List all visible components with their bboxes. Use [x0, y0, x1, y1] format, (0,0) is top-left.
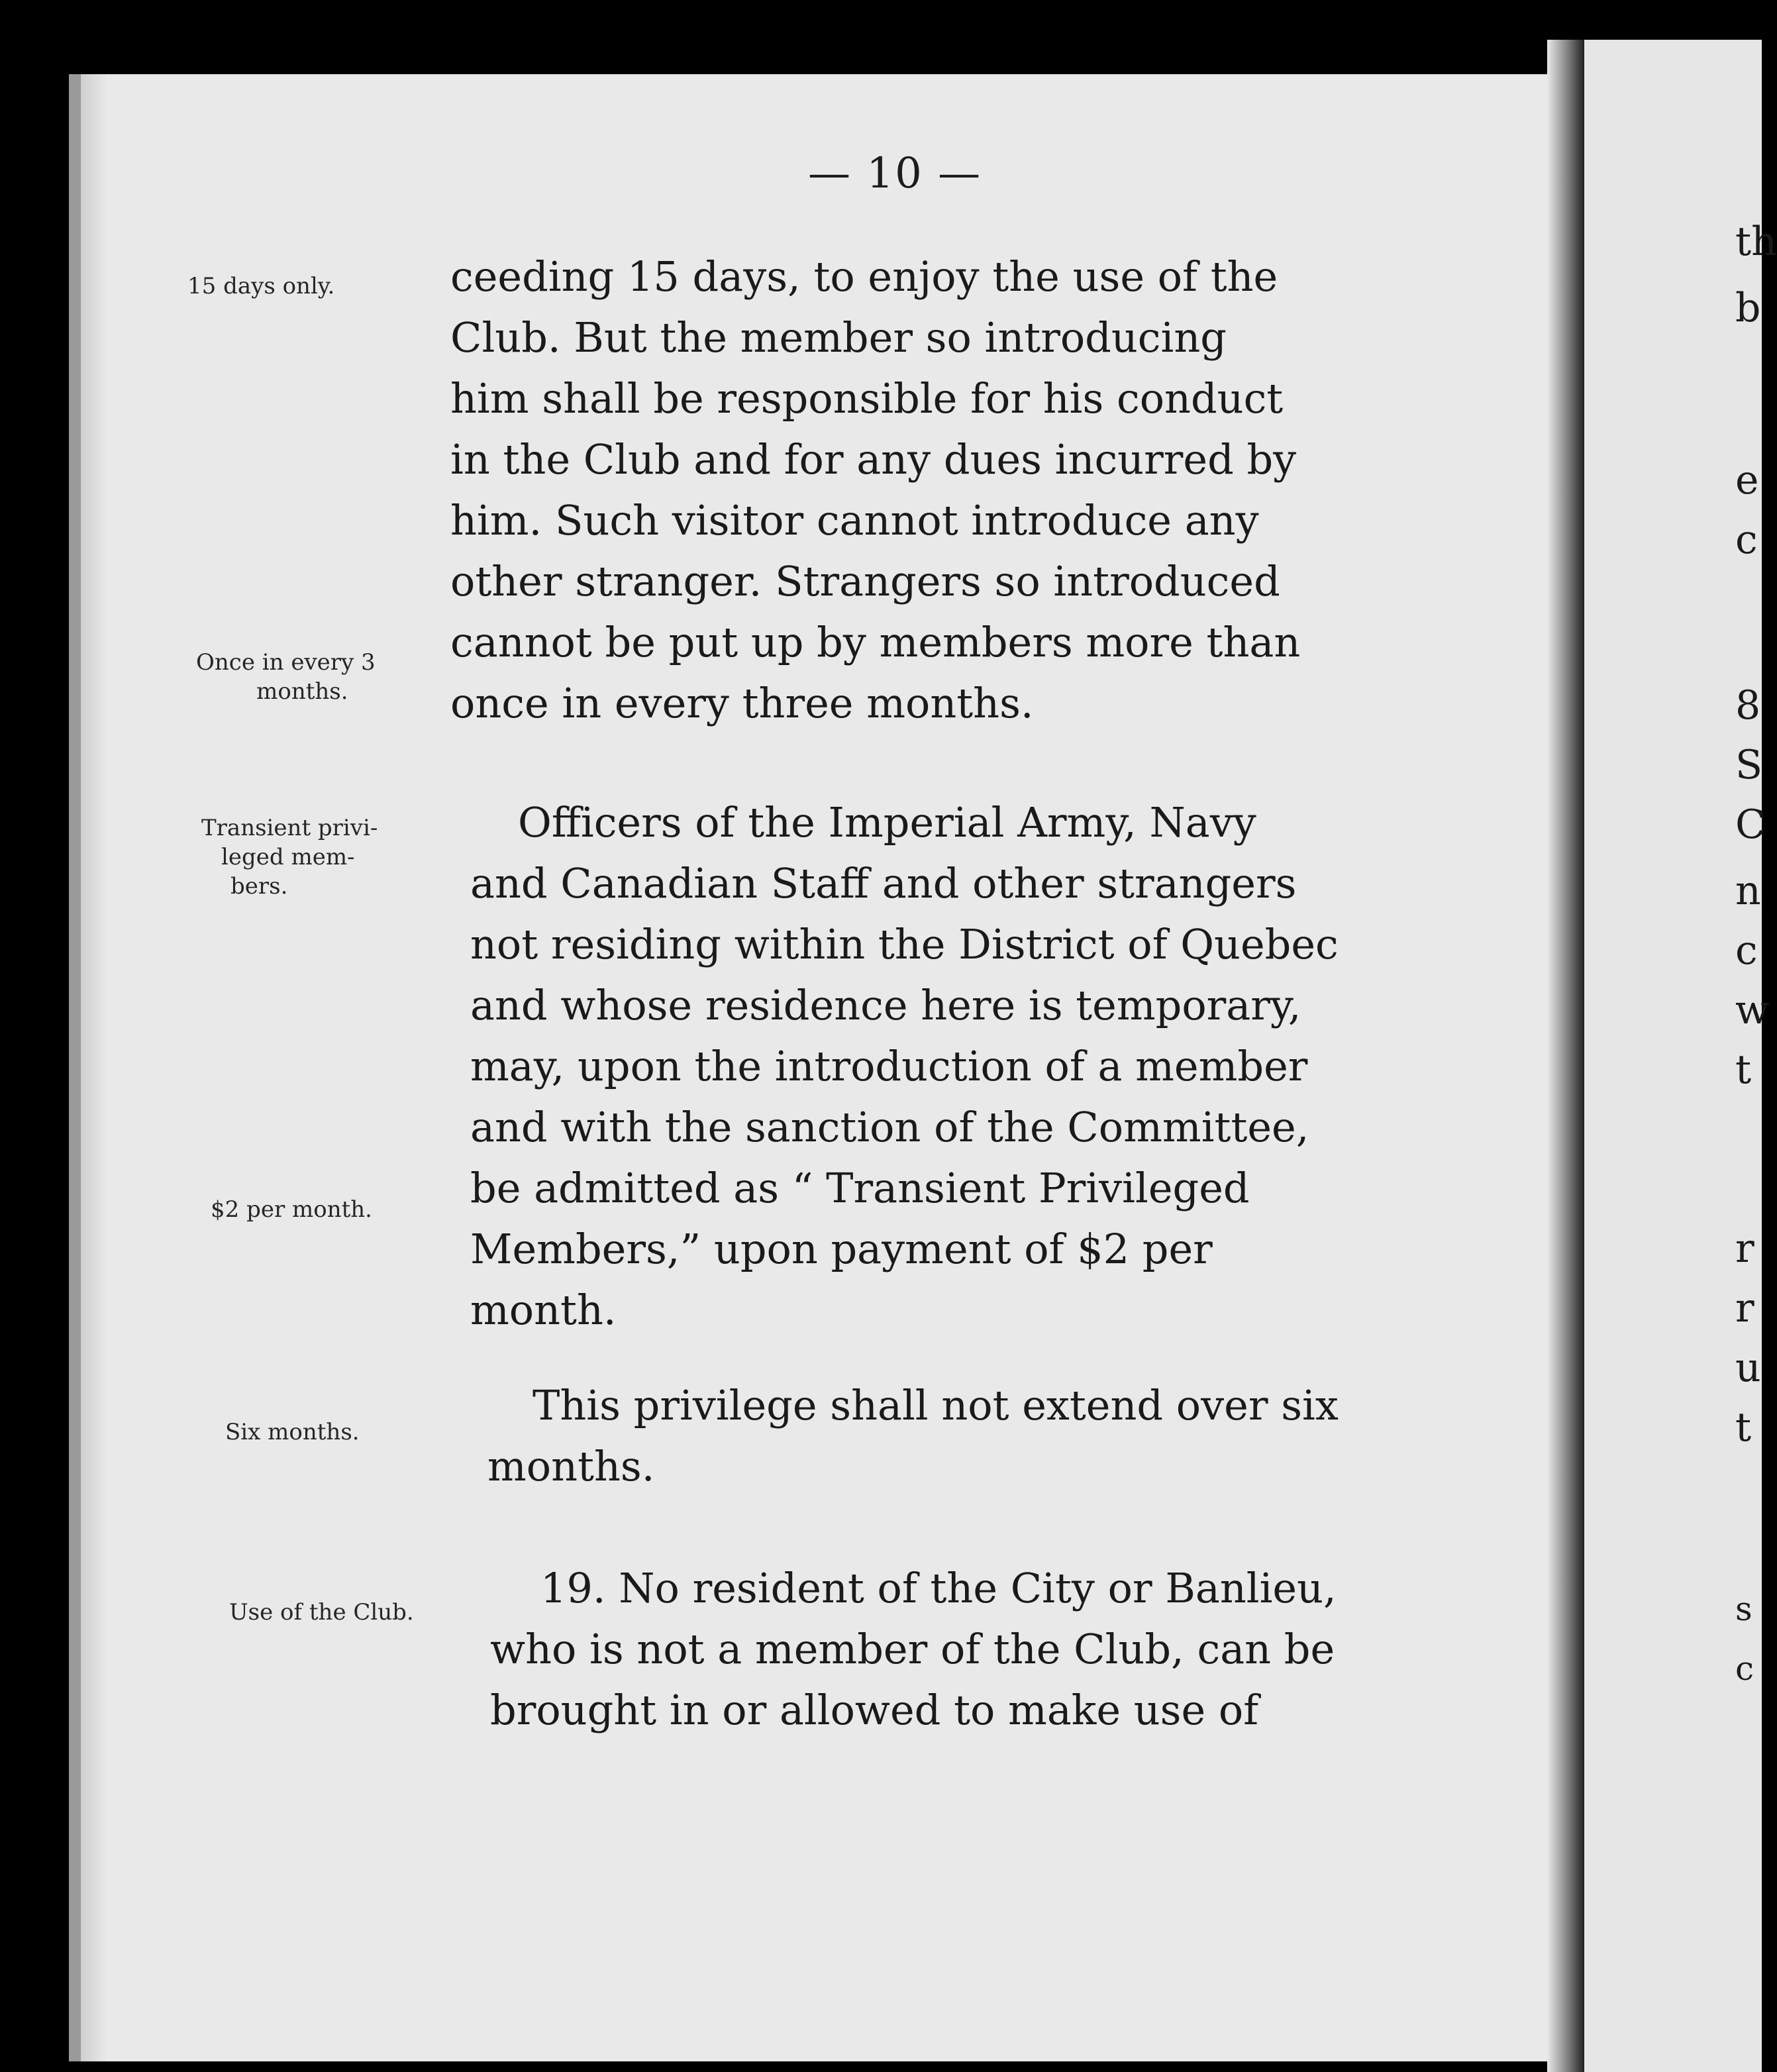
right-page-fragment: S — [1735, 742, 1763, 788]
right-page-fragment: n — [1735, 868, 1761, 914]
margin-note-line: Once in every 3 — [196, 649, 376, 676]
text-line: 19. No resident of the City or Banlieu, — [540, 1564, 1337, 1612]
right-page-fragment: s — [1735, 1590, 1752, 1628]
right-page-fragment: C — [1735, 802, 1766, 848]
text-line: ceeding 15 days, to enjoy the use of the — [450, 252, 1278, 301]
text-line: month. — [470, 1286, 617, 1334]
margin-note-line: leged mem- — [221, 844, 355, 870]
text-line: be admitted as “ Transient Privileged — [470, 1164, 1250, 1212]
right-page-fragment: c — [1735, 1649, 1754, 1688]
text-line: Members,” upon payment of $2 per — [470, 1225, 1213, 1273]
paragraph-rule-19 — [490, 1558, 1337, 1741]
right-page-fragment: u — [1735, 1345, 1761, 1391]
text-line: brought in or allowed to make use of — [490, 1686, 1259, 1734]
right-page-fragment: c — [1735, 517, 1758, 563]
right-page-fragment: t — [1735, 1047, 1752, 1093]
paragraph-visitors — [450, 246, 1300, 734]
right-page-fragment: r — [1735, 1285, 1754, 1331]
page-number: — 10 — — [808, 149, 982, 198]
text-line: This privilege shall not extend over six — [533, 1381, 1339, 1429]
text-line: Officers of the Imperial Army, Navy — [518, 798, 1256, 847]
text-line: months. — [487, 1442, 655, 1490]
text-line: and whose residence here is temporary, — [470, 981, 1301, 1029]
text-line: and Canadian Staff and other strangers — [470, 859, 1297, 907]
right-page-fragment: 8 — [1735, 682, 1761, 729]
text-line: not residing within the District of Quebec — [470, 920, 1339, 968]
text-line: other stranger. Strangers so introduced — [450, 557, 1280, 605]
right-page-fragment: th — [1735, 219, 1777, 265]
text-line: in the Club and for any dues incurred by — [450, 435, 1297, 484]
right-page-fragment: w — [1735, 987, 1770, 1033]
text-line: him shall be responsible for his conduct — [450, 374, 1284, 423]
text-line: Club. But the member so introducing — [450, 313, 1227, 362]
right-page-fragment: e — [1735, 457, 1759, 503]
text-line: may, upon the introduction of a member — [470, 1042, 1308, 1090]
paragraph-transient-members — [470, 792, 1339, 1341]
margin-note-line: bers. — [230, 873, 288, 900]
right-page-fragment: r — [1735, 1225, 1754, 1272]
margin-note-line: Transient privi- — [201, 815, 378, 841]
right-page-fragment: c — [1735, 927, 1758, 974]
text-line: who is not a member of the Club, can be — [490, 1625, 1335, 1673]
margin-note-use-of-club: Use of the Club. — [229, 1599, 414, 1626]
book-gutter — [1547, 40, 1587, 2072]
margin-note-once-in-every — [196, 648, 376, 706]
text-line: him. Such visitor cannot introduce any — [450, 496, 1259, 544]
margin-note-six-months: Six months. — [225, 1419, 360, 1445]
margin-note-transient — [201, 813, 378, 901]
right-page-fragment: b — [1735, 285, 1761, 331]
text-line: cannot be put up by members more than — [450, 618, 1301, 666]
margin-note-line: months. — [256, 678, 348, 705]
margin-note-15-days: 15 days only. — [187, 273, 335, 299]
right-page-fragment: t — [1735, 1404, 1752, 1451]
paragraph-six-months — [487, 1375, 1339, 1497]
margin-note-two-dollars: $2 per month. — [211, 1196, 372, 1223]
text-line: and with the sanction of the Committee, — [470, 1103, 1309, 1151]
text-line: once in every three months. — [450, 679, 1034, 727]
